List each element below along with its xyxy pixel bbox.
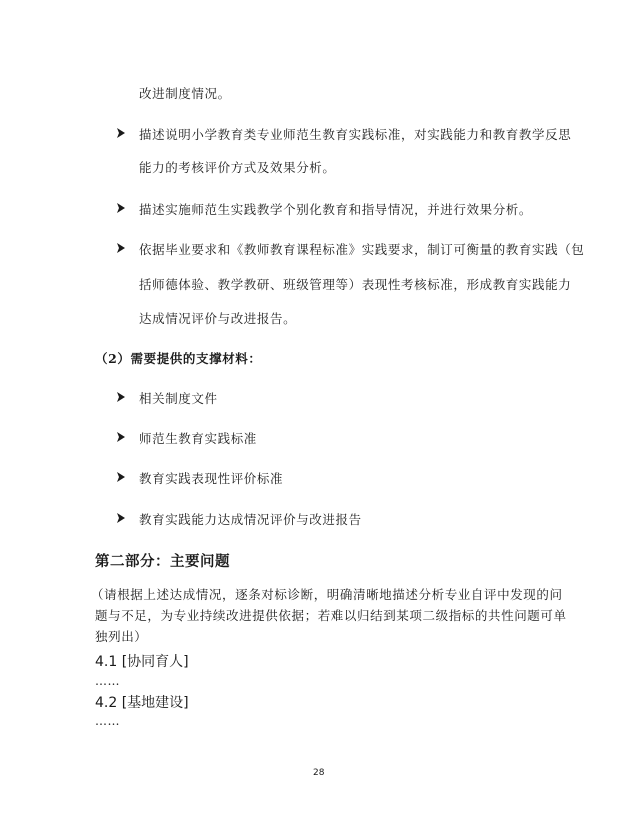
page-number: 28 [313,768,325,778]
arrowhead-bullet-icon [116,127,128,141]
item-placeholder: …… [95,674,120,688]
instruction-line-3: 独列出） [95,629,148,644]
continuation-text: 改进制度情况。 [139,86,231,101]
material-item: 师范生教育实践标准 [139,431,257,446]
item-placeholder: …… [95,714,120,728]
arrowhead-bullet-icon [116,471,128,485]
section-heading: 第二部分：主要问题 [95,554,230,570]
item-heading-4-1: 4.1 [协同育人] [95,654,189,670]
instruction-line-2: 题与不足，为专业持续改进提供依据；若难以归结到某项二级指标的共性问题可单 [95,608,567,623]
arrowhead-bullet-icon [116,512,128,526]
arrowhead-bullet-icon [116,431,128,445]
bullet-3-line-3: 达成情况评价与改进报告。 [139,311,297,326]
bullet-1-line-1: 描述说明小学教育类专业师范生教育实践标准，对实践能力和教育教学反思 [139,127,572,142]
instruction-line-1: （请根据上述达成情况，逐条对标诊断，明确清晰地描述分析专业自评中发现的问 [91,587,563,602]
bullet-3-line-1: 依据毕业要求和《教师教育课程标准》实践要求，制订可衡量的教育实践（包 [139,242,585,257]
arrowhead-bullet-icon [116,242,128,256]
item-heading-4-2: 4.2 [基地建设] [95,695,189,711]
arrowhead-bullet-icon [116,391,128,405]
material-item: 教育实践表现性评价标准 [139,471,284,486]
bullet-3-line-2: 括师德体验、教学教研、班级管理等）表现性考核标准，形成教育实践能力 [139,277,572,292]
bullet-1-line-2: 能力的考核评价方式及效果分析。 [139,160,336,175]
bullet-2-line-1: 描述实施师范生实践教学个别化教育和指导情况，并进行效果分析。 [139,202,533,217]
materials-heading: （2）需要提供的支撑材料： [95,351,262,366]
material-item: 相关制度文件 [139,391,218,406]
arrowhead-bullet-icon [116,202,128,216]
material-item: 教育实践能力达成情况评价与改进报告 [139,512,362,527]
